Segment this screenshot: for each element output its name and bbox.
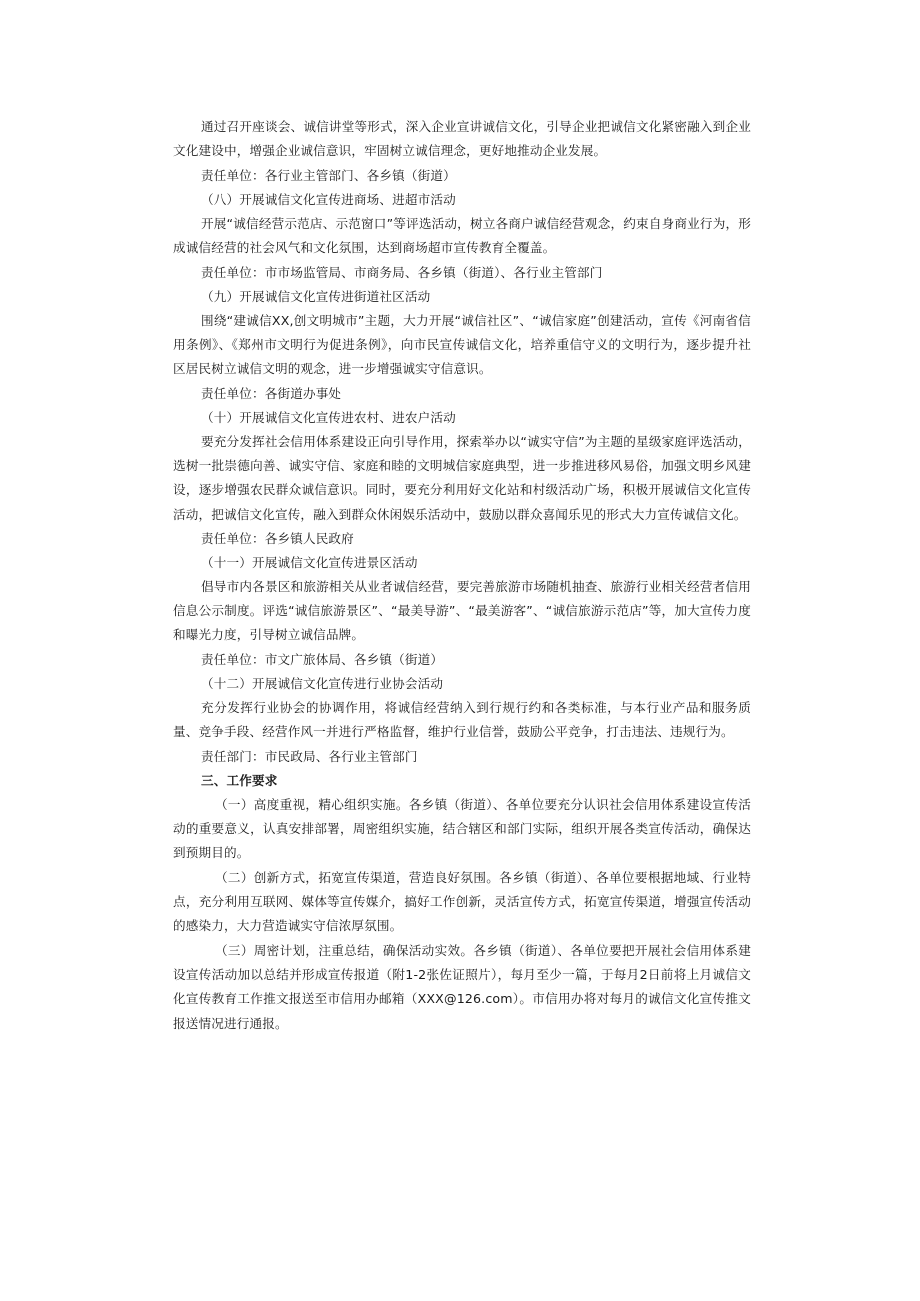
paragraph-item-9: 围绕“建诚信XX,创文明城市”主题，大力开展“诚信社区”、“诚信家庭”创建活动，宣传《河南省信用条例》、《郑州市文明行为促进条例》，向市民宣传诚信文化，培养重信守义的文明行为，逐步提升社区居民树立诚信文明的观念，进一步增强诚实守信意识。 [173, 313, 751, 377]
paragraph-enterprise-promotion: 通过召开座谈会、诚信讲堂等形式，深入企业宣讲诚信文化，引导企业把诚信文化紧密融入到企业文化建设中，增强企业诚信意识，牢固树立诚信理念，更好地推动企业发展。 [173, 119, 751, 159]
heading-item-8: （八）开展诚信文化宣传进商场、进超市活动 [201, 192, 456, 207]
heading-item-12: （十二）开展诚信文化宣传进行业协会活动 [201, 676, 444, 691]
heading-item-10: （十）开展诚信文化宣传进农村、进农户活动 [201, 410, 456, 425]
requirement-3: （三）周密计划，注重总结，确保活动实效。各乡镇（街道）、各单位要把开展社会信用体系建设宣传活动加以总结并形成宣传报道（附1-2张佐证照片），每月至少一篇，于每月2日前将上月诚信文化宣传教育工作推文报送至市信用办邮箱（XXX@126.com）。市信用办将对每月的诚信文化宣传推文报送情况进行通报。 [173, 943, 751, 1031]
responsible-unit-item-11: 责任单位：市文广旅体局、各乡镇（街道） [201, 652, 444, 667]
paragraph-item-10: 要充分发挥社会信用体系建设正向引导作用，探索举办以“诚实守信”为主题的星级家庭评选活动，选树一批崇德向善、诚实守信、家庭和睦的文明城信家庭典型，进一步推进移风易俗，加强文明乡风建设，逐步增强农民群众诚信意识。同时，要充分利用好文化站和村级活动广场，积极开展诚信文化宣传活动，把诚信文化宣传，融入到群众休闲娱乐活动中，鼓励以群众喜闻乐见的形式大力宣传诚信文化。 [173, 434, 751, 522]
responsible-unit-item-8: 责任单位：市市场监管局、市商务局、各乡镇（街道）、各行业主管部门 [201, 265, 603, 280]
requirement-1: （一）高度重视，精心组织实施。各乡镇（街道）、各单位要充分认识社会信用体系建设宣传活动的重要意义，认真安排部署，周密组织实施，结合辖区和部门实际，组织开展各类宣传活动，确保达到预期目的。 [173, 797, 751, 861]
paragraph-item-8: 开展“诚信经营示范店、示范窗口”等评选活动，树立各商户诚信经营观念，约束自身商业行为，形成诚信经营的社会风气和文化氛围，达到商场超市宣传教育全覆盖。 [173, 216, 751, 256]
responsible-unit-enterprise: 责任单位：各行业主管部门、各乡镇（街道） [201, 168, 456, 183]
heading-item-11: （十一）开展诚信文化宣传进景区活动 [201, 555, 418, 570]
paragraph-item-12: 充分发挥行业协会的协调作用，将诚信经营纳入到行规行约和各类标准，与本行业产品和服务质量、竞争手段、经营作风一并进行严格监督，维护行业信誉，鼓励公平竞争，打击违法、违规行为。 [173, 700, 751, 740]
heading-item-9: （九）开展诚信文化宣传进街道社区活动 [201, 289, 431, 304]
paragraph-item-11: 倡导市内各景区和旅游相关从业者诚信经营，要完善旅游市场随机抽查、旅游行业相关经营者信用信息公示制度。评选“诚信旅游景区”、“最美导游”、“最美游客”、“诚信旅游示范店”等，加大宣传力度和曝光力度，引导树立诚信品牌。 [173, 579, 751, 643]
responsible-unit-item-10: 责任单位：各乡镇人民政府 [201, 531, 354, 546]
responsible-unit-item-9: 责任单位：各街道办事处 [201, 386, 342, 401]
responsible-unit-item-12: 责任部门：市民政局、各行业主管部门 [201, 749, 418, 764]
section-heading-work-requirements: 三、工作要求 [201, 773, 278, 788]
requirement-2: （二）创新方式，拓宽宣传渠道，营造良好氛围。各乡镇（街道）、各单位要根据地域、行业特点，充分利用互联网、媒体等宣传媒介，搞好工作创新，灵活宣传方式，拓宽宣传渠道，增强宣传活动的感染力，大力营造诚实守信浓厚氛围。 [173, 870, 751, 934]
